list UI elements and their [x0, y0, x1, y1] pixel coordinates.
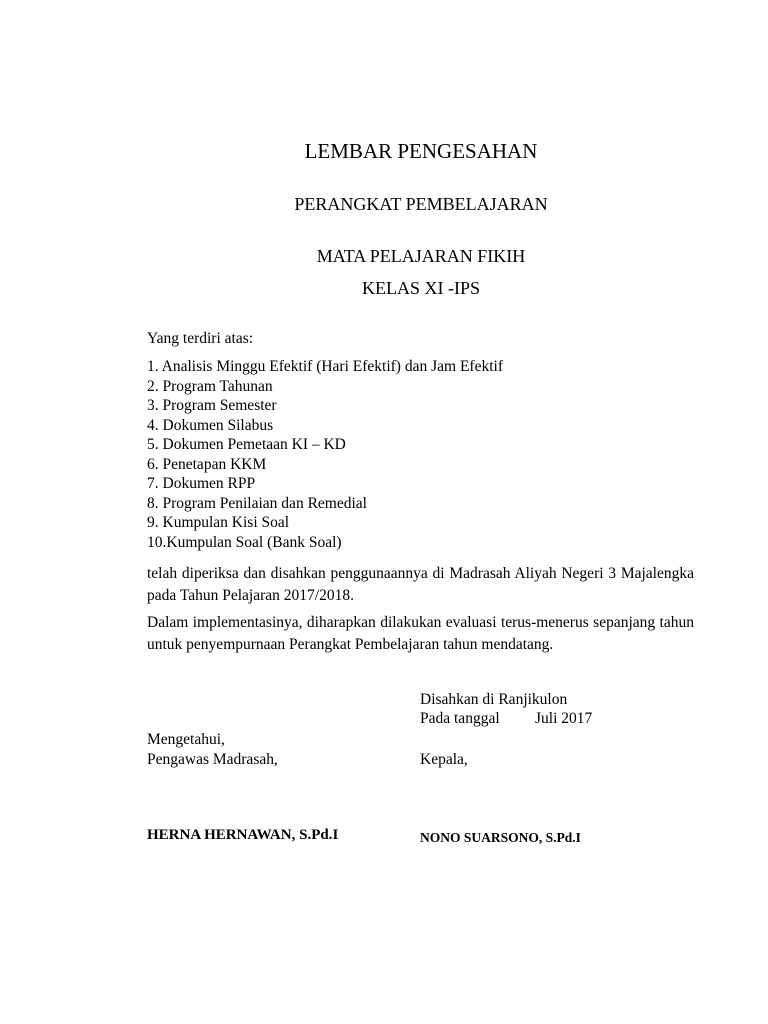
list-intro: Yang terdiri atas: — [147, 330, 254, 347]
list-item: 3. Program Semester — [147, 397, 277, 414]
evaluation-paragraph: Dalam implementasinya, diharapkan dilakukan evaluasi terus-menerus sepanjang tahun untuk penyempurnaan Perangkat Pembelajaran tahun mendatang. — [147, 614, 694, 653]
list-item: 1. Analisis Minggu Efektif (Hari Efektif) dan Jam Efektif — [147, 358, 503, 375]
approval-date-value: Juli 2017 — [535, 710, 593, 727]
list-item: 5. Dokumen Pemetaan KI – KD — [147, 436, 346, 453]
list-item: 9. Kumpulan Kisi Soal — [147, 514, 290, 531]
class-heading: KELAS XI -IPS — [361, 278, 480, 298]
subject-heading: MATA PELAJARAN FIKIH — [316, 246, 526, 266]
list-item: 4. Dokumen Silabus — [147, 416, 274, 434]
list-item: 2. Program Tahunan — [147, 377, 273, 395]
document-subtitle: PERANGKAT PEMBELAJARAN — [294, 194, 548, 214]
document-list — [147, 357, 503, 552]
acknowledged-label: Mengetahui, — [147, 731, 225, 748]
list-item: 8. Program Penilaian dan Remedial — [147, 494, 367, 512]
approval-paragraph: telah diperiksa dan disahkan penggunaannya di Madrasah Aliyah Negeri 3 Majalengka pada Tahun Pelajaran 2017/2018. — [147, 565, 694, 604]
document-title: LEMBAR PENGESAHAN — [304, 139, 538, 163]
supervisor-title: Pengawas Madrasah, — [147, 751, 278, 768]
approval-date-label: Pada tanggal — [420, 710, 500, 727]
list-item: 7. Dokumen RPP — [147, 475, 256, 492]
list-item: 6. Penetapan KKM — [147, 455, 267, 473]
list-item: 10.Kumpulan Soal (Bank Soal) — [147, 533, 342, 551]
head-title: Kepala, — [420, 751, 468, 768]
approval-place: Disahkan di Ranjikulon — [420, 691, 568, 708]
supervisor-name: HERNA HERNAWAN, S.Pd.I — [147, 827, 339, 843]
head-name: NONO SUARSONO, S.Pd.I — [420, 830, 581, 845]
